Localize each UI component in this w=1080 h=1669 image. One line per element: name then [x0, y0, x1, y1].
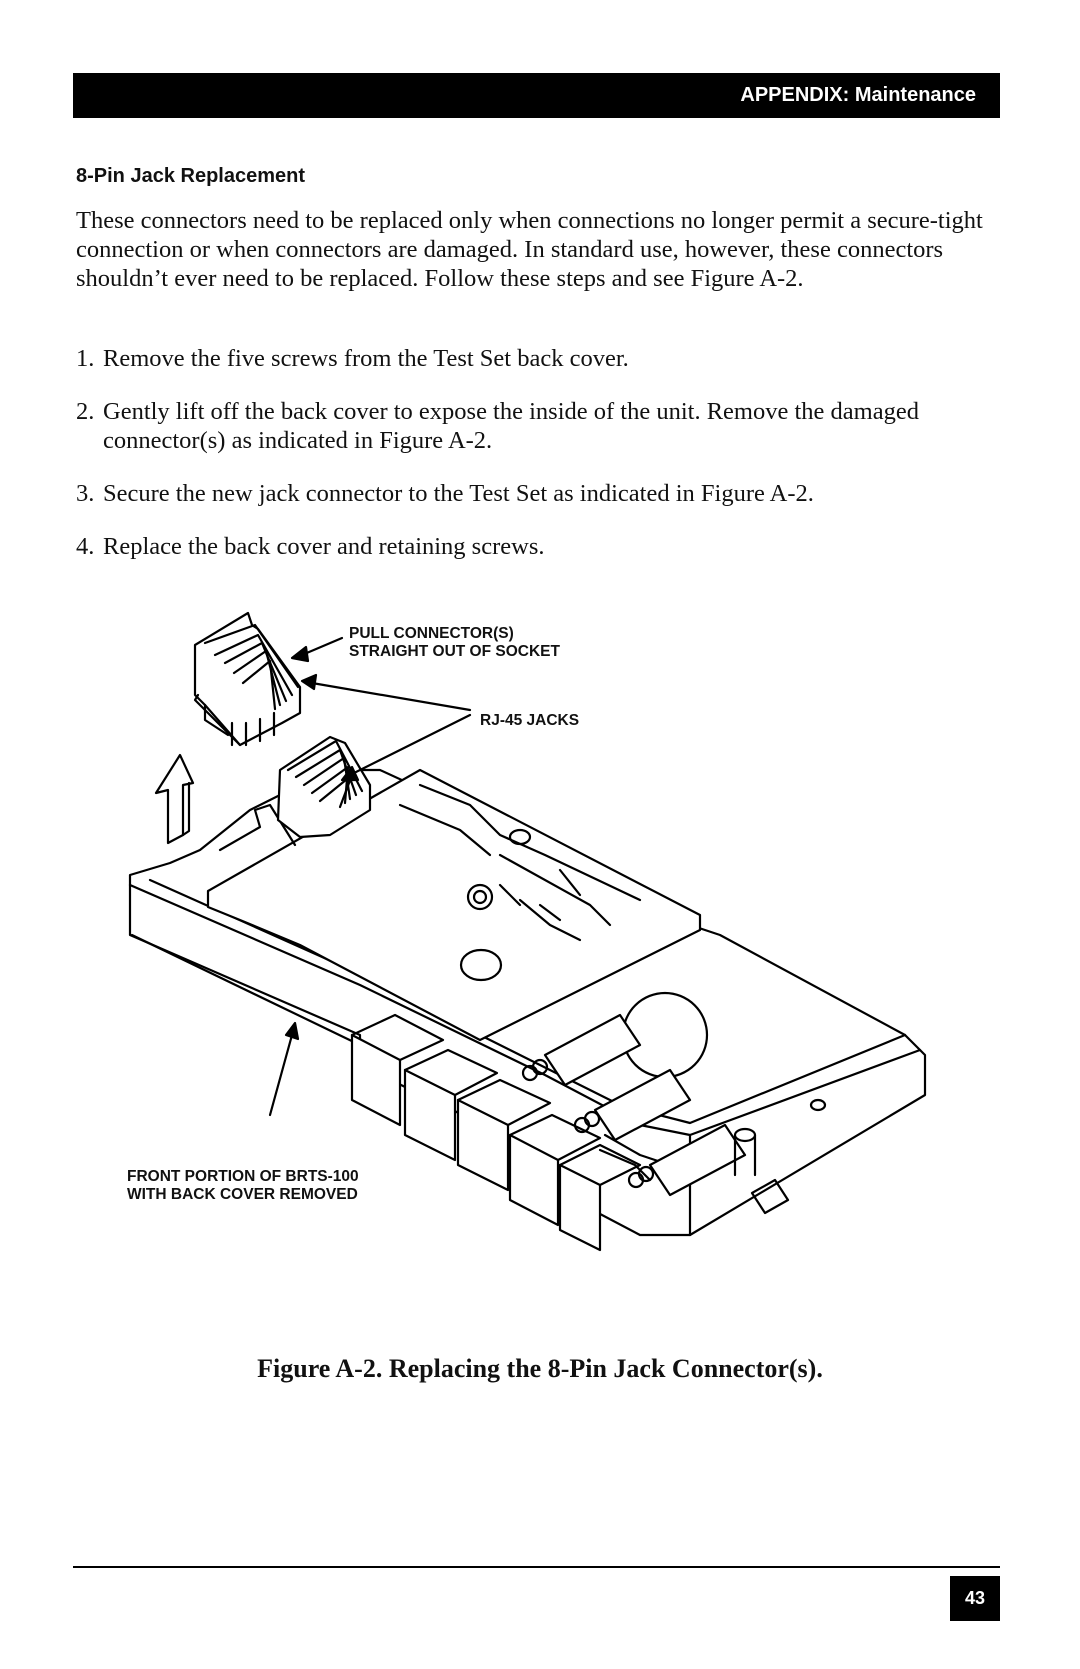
step-text: Secure the new jack connector to the Test Set as indicated in Figure A-2.	[103, 480, 814, 507]
callout-front-portion: FRONT PORTION OF BRTS-100 WITH BACK COVER REMOVED	[127, 1168, 359, 1203]
page-number-text: 43	[964, 1588, 986, 1608]
step-number: 2.	[76, 398, 95, 425]
up-arrow-icon	[156, 755, 193, 843]
step-number: 4.	[76, 533, 95, 560]
callout-rj45-jacks: RJ-45 JACKS	[480, 712, 580, 729]
page-number	[950, 1576, 1000, 1621]
steps-list	[76, 344, 1006, 585]
loose-connector	[195, 613, 300, 745]
step-item	[76, 344, 1006, 373]
step-item	[76, 397, 1006, 455]
figure-caption: Figure A-2. Replacing the 8-Pin Jack Connector(s).	[257, 1354, 823, 1383]
step-text: Remove the five screws from the Test Set back cover.	[103, 345, 629, 372]
figure-a2	[0, 595, 1080, 1315]
intro-paragraph: These connectors need to be replaced only when connections no longer permit a secure-tight connection or when connectors are damaged. In standard use, however, these connectors shouldn’t ever need to be replaced. Follow these steps and see Figure A-2.	[76, 207, 983, 292]
header-bar	[73, 73, 1000, 118]
section-heading: 8-Pin Jack Replacement	[76, 165, 305, 187]
step-text: Replace the back cover and retaining screws.	[103, 533, 545, 560]
step-number: 3.	[76, 480, 95, 507]
step-text: Gently lift off the back cover to expose the inside of the unit. Remove the damaged connector(s) as indicated in Figure A-2.	[103, 398, 919, 454]
header-title: APPENDIX: Maintenance	[740, 84, 976, 106]
step-item	[76, 479, 1006, 508]
footer-rule	[73, 1566, 1000, 1568]
callout-pull-connector: PULL CONNECTOR(S) STRAIGHT OUT OF SOCKET	[349, 625, 560, 660]
step-number: 1.	[76, 345, 95, 372]
step-item	[76, 532, 1006, 561]
test-set-illustration	[0, 595, 1080, 1315]
